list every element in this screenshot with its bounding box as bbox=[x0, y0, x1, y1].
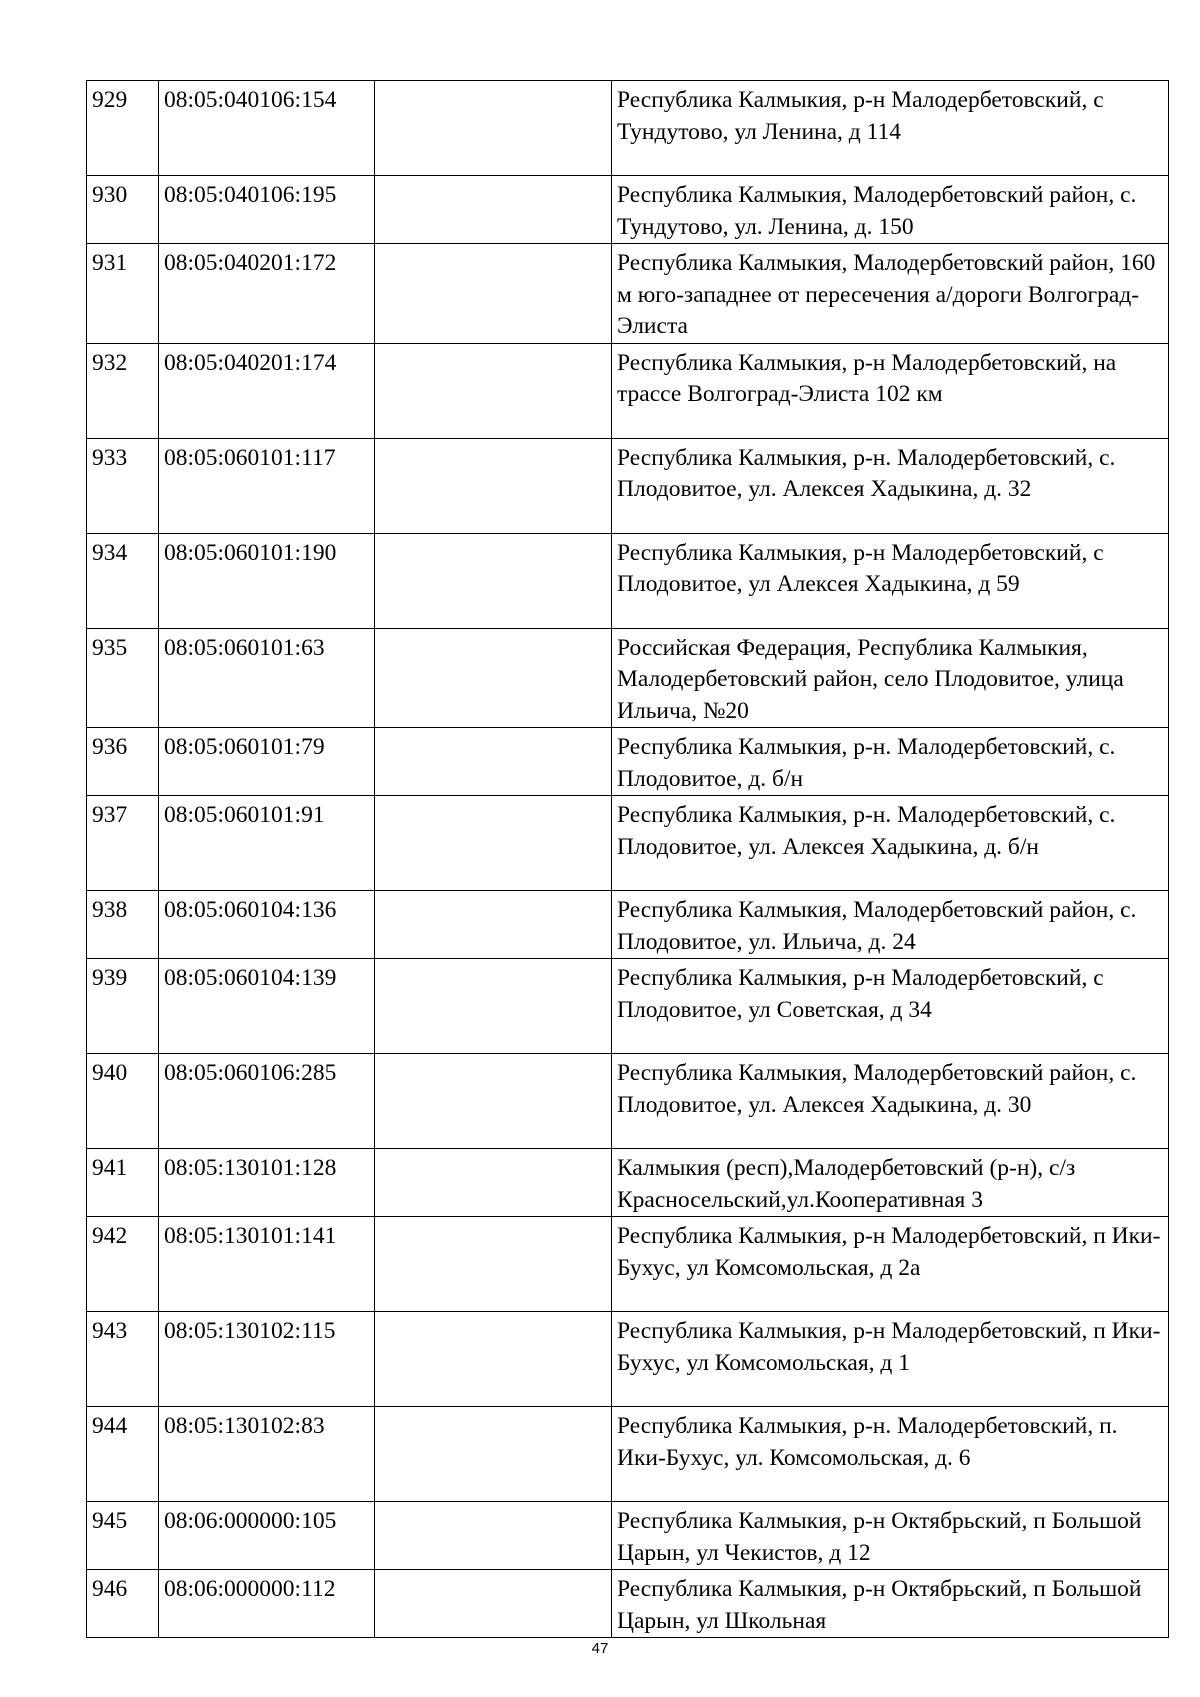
row-number: 943 bbox=[87, 1312, 159, 1407]
table-row bbox=[87, 343, 1169, 438]
cadastral-number: 08:05:060101:63 bbox=[159, 628, 375, 728]
table-row bbox=[87, 959, 1169, 1054]
table-row bbox=[87, 728, 1169, 796]
address: Республика Калмыкия, р-н. Малодербетовский, с. Плодовитое, ул. Алексея Хадыкина, д. 32 bbox=[612, 438, 1169, 533]
empty-cell bbox=[375, 1054, 612, 1149]
empty-cell bbox=[375, 728, 612, 796]
cadastral-number: 08:05:040106:154 bbox=[159, 81, 375, 176]
cadastral-number: 08:05:060101:91 bbox=[159, 796, 375, 891]
address: Республика Калмыкия, Малодербетовский район, с. Тундутово, ул. Ленина, д. 150 bbox=[612, 176, 1169, 244]
row-number: 936 bbox=[87, 728, 159, 796]
cadastral-number: 08:05:130101:141 bbox=[159, 1217, 375, 1312]
table-row bbox=[87, 1570, 1169, 1638]
empty-cell bbox=[375, 1502, 612, 1570]
table-row bbox=[87, 891, 1169, 959]
address: Республика Калмыкия, р-н. Малодербетовский, с. Плодовитое, ул. Алексея Хадыкина, д. б/н bbox=[612, 796, 1169, 891]
row-number: 931 bbox=[87, 244, 159, 344]
row-number: 930 bbox=[87, 176, 159, 244]
table-row bbox=[87, 796, 1169, 891]
empty-cell bbox=[375, 796, 612, 891]
empty-cell bbox=[375, 533, 612, 628]
cadastral-number: 08:05:060101:79 bbox=[159, 728, 375, 796]
cadastral-number: 08:05:040106:195 bbox=[159, 176, 375, 244]
address: Калмыкия (респ),Малодербетовский (р-н), с/з Красносельский,ул.Кооперативная 3 bbox=[612, 1149, 1169, 1217]
cadastral-number: 08:06:000000:105 bbox=[159, 1502, 375, 1570]
address: Республика Калмыкия, Малодербетовский район, с. Плодовитое, ул. Алексея Хадыкина, д. 30 bbox=[612, 1054, 1169, 1149]
empty-cell bbox=[375, 176, 612, 244]
cadastral-number: 08:06:000000:112 bbox=[159, 1570, 375, 1638]
cadastral-number: 08:05:060101:190 bbox=[159, 533, 375, 628]
empty-cell bbox=[375, 959, 612, 1054]
row-number: 940 bbox=[87, 1054, 159, 1149]
address: Республика Калмыкия, р-н Малодербетовский, п Ики-Бухус, ул Комсомольская, д 1 bbox=[612, 1312, 1169, 1407]
row-number: 933 bbox=[87, 438, 159, 533]
address: Республика Калмыкия, р-н Октябрьский, п Большой Царын, ул Чекистов, д 12 bbox=[612, 1502, 1169, 1570]
row-number: 937 bbox=[87, 796, 159, 891]
empty-cell bbox=[375, 891, 612, 959]
empty-cell bbox=[375, 1570, 612, 1638]
cadastral-number: 08:05:060104:139 bbox=[159, 959, 375, 1054]
empty-cell bbox=[375, 81, 612, 176]
empty-cell bbox=[375, 1312, 612, 1407]
row-number: 944 bbox=[87, 1407, 159, 1502]
empty-cell bbox=[375, 1407, 612, 1502]
page-number: 47 bbox=[591, 1640, 609, 1657]
table-row bbox=[87, 1407, 1169, 1502]
address: Республика Калмыкия, Малодербетовский район, с. Плодовитое, ул. Ильича, д. 24 bbox=[612, 891, 1169, 959]
table-row bbox=[87, 1502, 1169, 1570]
cadastral-number: 08:05:040201:172 bbox=[159, 244, 375, 344]
row-number: 932 bbox=[87, 343, 159, 438]
row-number: 941 bbox=[87, 1149, 159, 1217]
cadastral-number: 08:05:060106:285 bbox=[159, 1054, 375, 1149]
table-row bbox=[87, 176, 1169, 244]
row-number: 938 bbox=[87, 891, 159, 959]
property-registry-table bbox=[86, 80, 1169, 1638]
table-row bbox=[87, 628, 1169, 728]
table-row bbox=[87, 1149, 1169, 1217]
empty-cell bbox=[375, 1217, 612, 1312]
row-number: 946 bbox=[87, 1570, 159, 1638]
table-row bbox=[87, 1217, 1169, 1312]
address: Республика Калмыкия, р-н. Малодербетовский, п. Ики-Бухус, ул. Комсомольская, д. 6 bbox=[612, 1407, 1169, 1502]
row-number: 935 bbox=[87, 628, 159, 728]
row-number: 945 bbox=[87, 1502, 159, 1570]
address: Республика Калмыкия, р-н Малодербетовский, с Плодовитое, ул Алексея Хадыкина, д 59 bbox=[612, 533, 1169, 628]
address: Республика Калмыкия, р-н Малодербетовский, с Тундутово, ул Ленина, д 114 bbox=[612, 81, 1169, 176]
table-row bbox=[87, 1312, 1169, 1407]
cadastral-number: 08:05:060104:136 bbox=[159, 891, 375, 959]
table-row bbox=[87, 81, 1169, 176]
cadastral-number: 08:05:040201:174 bbox=[159, 343, 375, 438]
empty-cell bbox=[375, 1149, 612, 1217]
address: Республика Калмыкия, р-н Октябрьский, п Большой Царын, ул Школьная bbox=[612, 1570, 1169, 1638]
table-row bbox=[87, 438, 1169, 533]
cadastral-number: 08:05:130102:83 bbox=[159, 1407, 375, 1502]
empty-cell bbox=[375, 438, 612, 533]
row-number: 929 bbox=[87, 81, 159, 176]
address: Республика Калмыкия, р-н Малодербетовский, на трассе Волгоград-Элиста 102 км bbox=[612, 343, 1169, 438]
cadastral-number: 08:05:130101:128 bbox=[159, 1149, 375, 1217]
empty-cell bbox=[375, 628, 612, 728]
address: Российская Федерация, Республика Калмыкия, Малодербетовский район, село Плодовитое, улица Ильича, №20 bbox=[612, 628, 1169, 728]
address: Республика Калмыкия, р-н. Малодербетовский, с. Плодовитое, д. б/н bbox=[612, 728, 1169, 796]
registry-table-body bbox=[87, 81, 1169, 1638]
cadastral-number: 08:05:060101:117 bbox=[159, 438, 375, 533]
address: Республика Калмыкия, р-н Малодербетовский, п Ики-Бухус, ул Комсомольская, д 2а bbox=[612, 1217, 1169, 1312]
row-number: 934 bbox=[87, 533, 159, 628]
empty-cell bbox=[375, 244, 612, 344]
row-number: 939 bbox=[87, 959, 159, 1054]
table-row bbox=[87, 244, 1169, 344]
table-row bbox=[87, 533, 1169, 628]
cadastral-number: 08:05:130102:115 bbox=[159, 1312, 375, 1407]
empty-cell bbox=[375, 343, 612, 438]
table-row bbox=[87, 1054, 1169, 1149]
address: Республика Калмыкия, р-н Малодербетовский, с Плодовитое, ул Советская, д 34 bbox=[612, 959, 1169, 1054]
address: Республика Калмыкия, Малодербетовский район, 160 м юго-западнее от пересечения а/дороги Волгоград-Элиста bbox=[612, 244, 1169, 344]
row-number: 942 bbox=[87, 1217, 159, 1312]
